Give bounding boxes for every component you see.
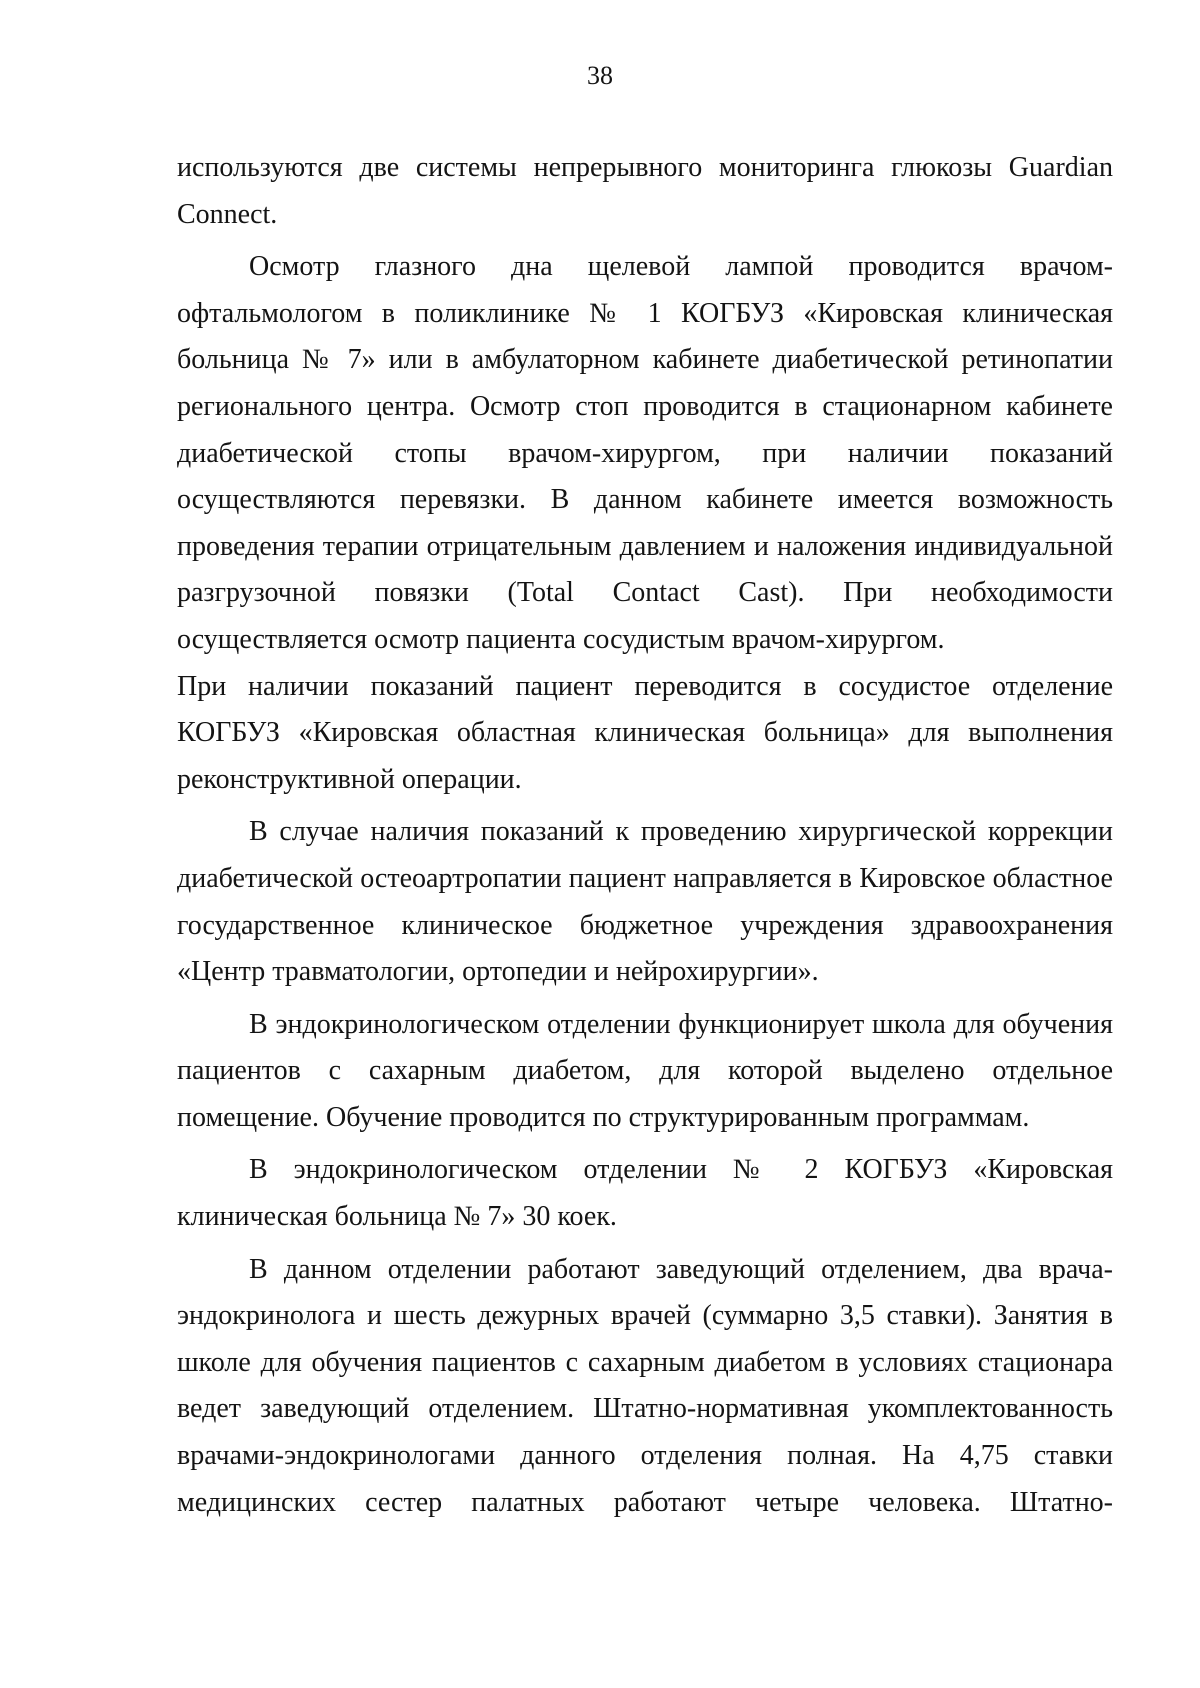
paragraph-4: В случае наличия показаний к проведению хирургической коррекции диабетической остеоартропатии пациент направляется в Кировское областное государственное клиническое бюджетное учреждения здравоохранения «Центр травматологии, ортопедии и нейрохирургии». <box>177 816 1113 988</box>
paragraph-7: В данном отделении работают заведующий отделением, два врача-эндокринолога и шесть дежурных врачей (суммарно 3,5 ставки). Занятия в школе для обучения пациентов с сахарным диабетом в условиях стационара ведет заведующий отделением. Штатно-нормативная укомплектованность врачами-эндокринологами данного отделения полная. На 4,75 ставки медицинских сестер палатных работают четыре человека. Штатно- <box>177 1253 1113 1518</box>
page-number: 38 <box>587 61 613 90</box>
document-body <box>177 145 1113 1526</box>
paragraph-2: Осмотр глазного дна щелевой лампой проводится врачом-офтальмологом в поликлинике № 1 КОГБУЗ «Кировская клиническая больница № 7» или в амбулаторном кабинете диабетической ретинопатии регионального центра. Осмотр стоп проводится в стационарном кабинете диабетической стопы врачом-хирургом, при наличии показаний осуществляются перевязки. В данном кабинете имеется возможность проведения терапии отрицательным давлением и наложения индивидуальной разгрузочной повязки (Total Contact Cast). При необходимости осуществляется осмотр пациента сосудистым врачом-хирургом. <box>177 251 1113 655</box>
paragraph-5: В эндокринологическом отделении функционирует школа для обучения пациентов с сахарным диабетом, для которой выделено отдельное помещение. Обучение проводится по структурированным программам. <box>177 1008 1113 1133</box>
paragraph-1: используются две системы непрерывного мониторинга глюкозы Guardian Connect. <box>177 152 1113 230</box>
paragraph-6: В эндокринологическом отделении № 2 КОГБУЗ «Кировская клиническая больница № 7» 30 коек. <box>177 1154 1113 1233</box>
paragraph-3: При наличии показаний пациент переводится в сосудистое отделение КОГБУЗ «Кировская областная клиническая больница» для выполнения реконструктивной операции. <box>177 670 1113 795</box>
